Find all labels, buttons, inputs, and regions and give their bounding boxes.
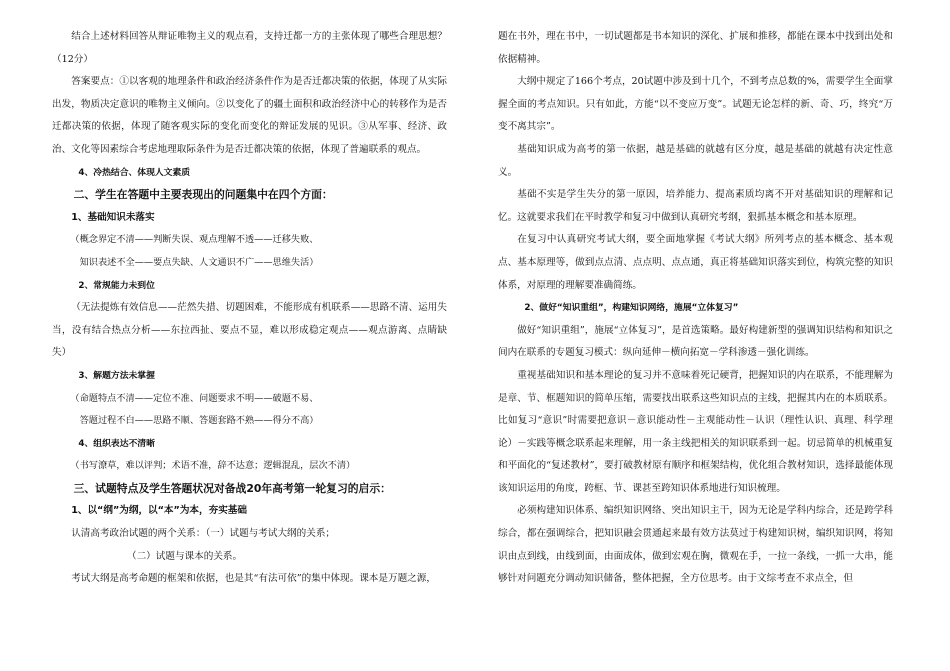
problem-1-note-1: （概念界定不清——判断失误、观点理解不透——迁移失败、 xyxy=(70,234,319,246)
right-para-8: 必须构建知识体系、编织知识网络、突出知识主干，因为无论是学科内综合，还是跨学科综合，都在强调综合，把知识融会贯通起来最有效方法莫过于构建知识树，编织知识网，将知识由点到线，由线到面，由面成体，做到宏观在胸，微观在手，一拉一条线，一抓一大串，能够针对问题充分调动知识储备，整体把握，全方位思考。由于文综考查不求点全，但 xyxy=(498,505,893,585)
right-para-2: 大纲中规定了166个考点，20试题中涉及到十几个，不到考点总数的%，需要学生全面掌握全面的考点知识。只有如此，方能“以不变应万变”。试题无论怎样的新、奇、巧，终究“万变不离其宗”。 xyxy=(498,76,893,133)
strategy-1-para-3: 考试大纲是高考命题的框架和依据，也是其“有法可依”的集中体现。课本是万题之源， xyxy=(71,573,436,585)
right-para-4: 基础不实是学生失分的第一原因，培养能力、提高素质均离不开对基础知识的理解和记忆。这就要求我们在平时教学和复习中做到认真研究考纲，狠抓基本概念和基本原理。 xyxy=(498,189,893,223)
right-para-6: 做好“知识重组”，施展“立体复习”，是首选策略。最好构建新型的强调知识结构和知识之间内在联系的专题复习模式：纵向延伸－横向拓宽－学科渗透－强化训练。 xyxy=(498,324,893,359)
right-para-1: 题在书外，理在书中，一切试题都是书本知识的深化、扩展和推移，都能在课本中找到出处和依据精神。 xyxy=(498,31,893,65)
problem-4-note: （书写潦草，难以评判；术语不准，辞不达意；逻辑混乱，层次不清） xyxy=(70,460,356,472)
section-heading-2: 二、学生在答题中主要表现出的问题集中在四个方面： xyxy=(73,188,333,202)
problem-3-title: 3、解题方法未掌握 xyxy=(78,370,155,381)
problem-3-note-1: （命题特点不清——定位不准、问题要求不明——破题不易、 xyxy=(70,392,319,404)
right-para-5: 在复习中认真研究考试大纲，要全面地掌握《考试大纲》所列考点的基本概念、基本观点、基本原理等，做到点点清、点点明、点点通，真正将基础知识落实到位，构筑完整的知识体系，对原理的理解要准确简练。 xyxy=(498,234,893,291)
problem-4-title: 4、组织表达不清晰 xyxy=(78,438,155,449)
question-text: 结合上述材料回答从辩证唯物主义的观点看，支持迁都一方的主张体现了哪些合理思想？（12分） xyxy=(52,31,447,65)
strategy-1-para-1: 认清高考政治试题的两个关系：（一）试题与考试大纲的关系； xyxy=(71,528,336,540)
left-column xyxy=(52,26,447,591)
right-para-3: 基础知识成为高考的第一依据，越是基础的就越有区分度，越是基础的就越有决定性意义。 xyxy=(498,143,893,178)
section-heading-3: 三、试题特点及学生答题状况对备战20年高考第一轮复习的启示： xyxy=(73,481,391,495)
strategy-1-para-2: （二）试题与课本的关系。 xyxy=(127,550,243,562)
right-para-7: 重视基础知识和基本理论的复习并不意味着死记硬背，把握知识的内在联系，不能理解为是章、节、框题知识的简单压缩，需要找出联系这些知识点的主线，把握其内在的本质联系。比如复习“意识”时需要把意识－意识能动性－主观能动性－认识（理性认识、真理、科学理论）－实践等概念联系起来理解，用一条主线把相关的知识联系到一起。切忌简单的机械重复和平面化的“复述教材”，要打破教材原有顺序和框架结构，优化组合教材知识，选择最能体现该知识运用的角度，跨框、节、课甚至跨知识体系地进行知识梳理。 xyxy=(498,369,893,494)
problem-1-note-2: 知识表述不全——要点失缺、人文通识不广——思维失活） xyxy=(79,256,319,268)
subheading-4: 4、冷热结合、体现人文素质 xyxy=(78,167,191,178)
right-column xyxy=(498,26,893,591)
problem-2-title: 2、常规能力未到位 xyxy=(78,280,155,291)
strategy-2-title: 2、做好“知识重组”，构建知识网络，施展“立体复习” xyxy=(524,303,739,314)
problem-3-note-2: 答题过程不白——思路不顺、答题套路不熟——得分不高） xyxy=(79,415,319,427)
problem-2-note: （无法提炼有效信息——茫然失措、切题困难，不能形成有机联系——思路不清、运用失当，没有结合热点分析——东拉西扯、要点不显，难以形成稳定观点——观点游离、点睛缺失） xyxy=(52,302,447,359)
strategy-1-title: 1、以“纲”为纲，以“本”为本，夯实基础 xyxy=(71,505,247,517)
problem-1-title: 1、基础知识未落实 xyxy=(71,211,155,223)
answer-text: 答案要点：①以客观的地理条件和政治经济条件作为是否迁都决策的依据，体现了从实际出发，物质决定意识的唯物主义倾向。②以变化了的疆土面积和政治经济中心的转移作为是否迁都决策的依据，体现了随客观实际的变化而变化的辩证发展的见识。③从军事、经济、政治、文化等因素综合考虑地理取际条件为是否迁都决策的依据，体现了普遍联系的观点。 xyxy=(52,76,447,155)
